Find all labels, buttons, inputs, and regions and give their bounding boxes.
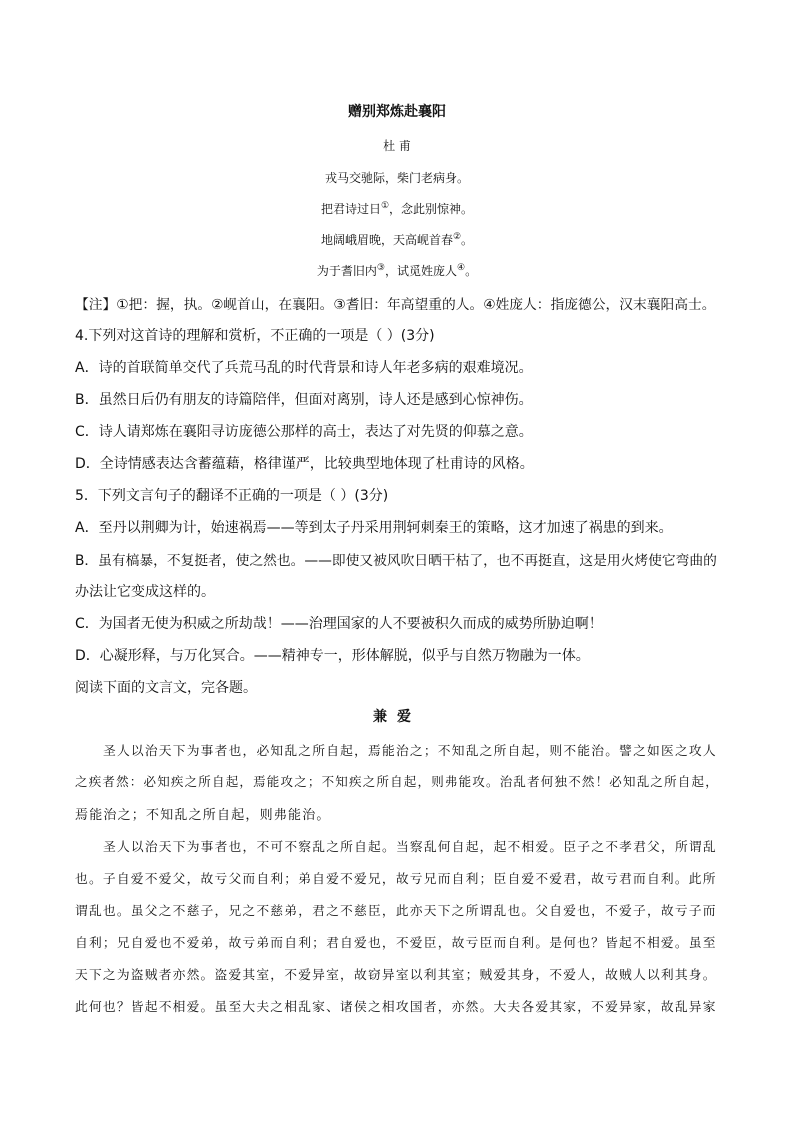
essay-title: 兼爱 bbox=[373, 709, 421, 725]
essay-line: 之疾者然：必知疾之所自起，焉能攻之；不知疾之所自起，则弗能攻。治乱者何独不然！必知乱之所自起， bbox=[75, 774, 719, 789]
reading-instruction: 阅读下面的文言文，完各题。 bbox=[75, 680, 257, 696]
question-4-option-c: C．诗人请郑炼在襄阳寻访庞德公那样的高士，表达了对先贤的仰慕之意。 bbox=[75, 424, 533, 440]
poem-title: 赠别郑炼赴襄阳 bbox=[348, 104, 446, 120]
essay-line: 圣人以治天下为事者也，必知乱之所自起，焉能治之；不知乱之所自起，则不能治。譬之如医之攻人 bbox=[103, 744, 717, 759]
question-4-stem: 4.下列对这首诗的理解和赏析，不正确的一项是（ ）(3分) bbox=[75, 328, 435, 344]
question-5-option-c: C．为国者无使为积威之所劫哉！——治理国家的人不要被积久而成的威势所胁迫啊！ bbox=[75, 616, 603, 632]
question-5-option-a: A．至丹以荆卿为计，始速祸焉——等到太子丹采用荆轲刺秦王的策略，这才加速了祸患的到来。 bbox=[75, 520, 673, 536]
question-4-option-b: B．虽然日后仍有朋友的诗篇陪伴，但面对离别，诗人还是感到心惊神伤。 bbox=[75, 392, 533, 408]
essay-line: 焉能治之；不知乱之所自起，则弗能治。 bbox=[75, 808, 331, 823]
poem-author: 杜 甫 bbox=[383, 139, 411, 153]
essay-line: 自利；兄自爱也不爱弟，故亏弟而自利；君自爱也，不爱臣，故亏臣而自利。是何也？皆起不相爱。虽至 bbox=[75, 936, 717, 951]
question-4-option-d: D．全诗情感表达含蓄蕴藉，格律谨严，比较典型地体现了杜甫诗的风格。 bbox=[75, 456, 534, 472]
essay-line: 谓乱也。虽父之不慈子，兄之不慈弟，君之不慈臣，此亦天下之所谓乱也。父自爱也，不爱子，故亏子而 bbox=[75, 904, 717, 919]
poem-note: 【注】①把：握，执。②岘首山，在襄阳。③耆旧：年高望重的人。④姓庞人：指庞德公，汉末襄阳高士。 bbox=[75, 297, 716, 313]
essay-line: 圣人以治天下为事者也，不可不察乱之所自起。当察乱何自起，起不相爱。臣子之不孝君父，所谓乱 bbox=[103, 840, 717, 855]
essay-line: 此何也？皆起不相爱。虽至大夫之相乱家、诸侯之相攻国者，亦然。大夫各爱其家，不爱异家，故乱异家 bbox=[75, 1000, 717, 1015]
essay-line: 天下之为盗贼者亦然。盗爱其室，不爱异室，故窃异室以利其室；贼爱其身，不爱人，故贼人以利其身。 bbox=[75, 968, 717, 983]
essay-line: 也。子自爱不爱父，故亏父而自利；弟自爱不爱兄，故亏兄而自利；臣自爱不爱君，故亏君而自利。此所 bbox=[75, 872, 717, 887]
poem-line-4: 为于耆旧内③，试觅姓庞人④。 bbox=[316, 263, 478, 278]
question-4-option-a: A．诗的首联简单交代了兵荒马乱的时代背景和诗人年老多病的艰难境况。 bbox=[75, 360, 533, 376]
question-5-option-b-continued: 办法让它变成这样的。 bbox=[75, 584, 215, 600]
poem-line-1: 戎马交驰际，柴门老病身。 bbox=[324, 171, 469, 185]
question-5-option-d: D．心凝形释，与万化冥合。——精神专一，形体解脱，似乎与自然万物融为一体。 bbox=[75, 648, 590, 664]
question-5-option-b: B．虽有槁暴，不复挺者，使之然也。——即使又被风吹日晒干枯了，也不再挺直，这是用火烤使它弯曲的 bbox=[75, 553, 717, 569]
poem-line-3: 地阔峨眉晚，天高岘首春②。 bbox=[320, 232, 474, 247]
poem-line-2: 把君诗过日①，念此别惊神。 bbox=[320, 201, 474, 216]
question-5-stem: 5．下列文言句子的翻译不正确的一项是（ ）(3分) bbox=[75, 488, 389, 504]
